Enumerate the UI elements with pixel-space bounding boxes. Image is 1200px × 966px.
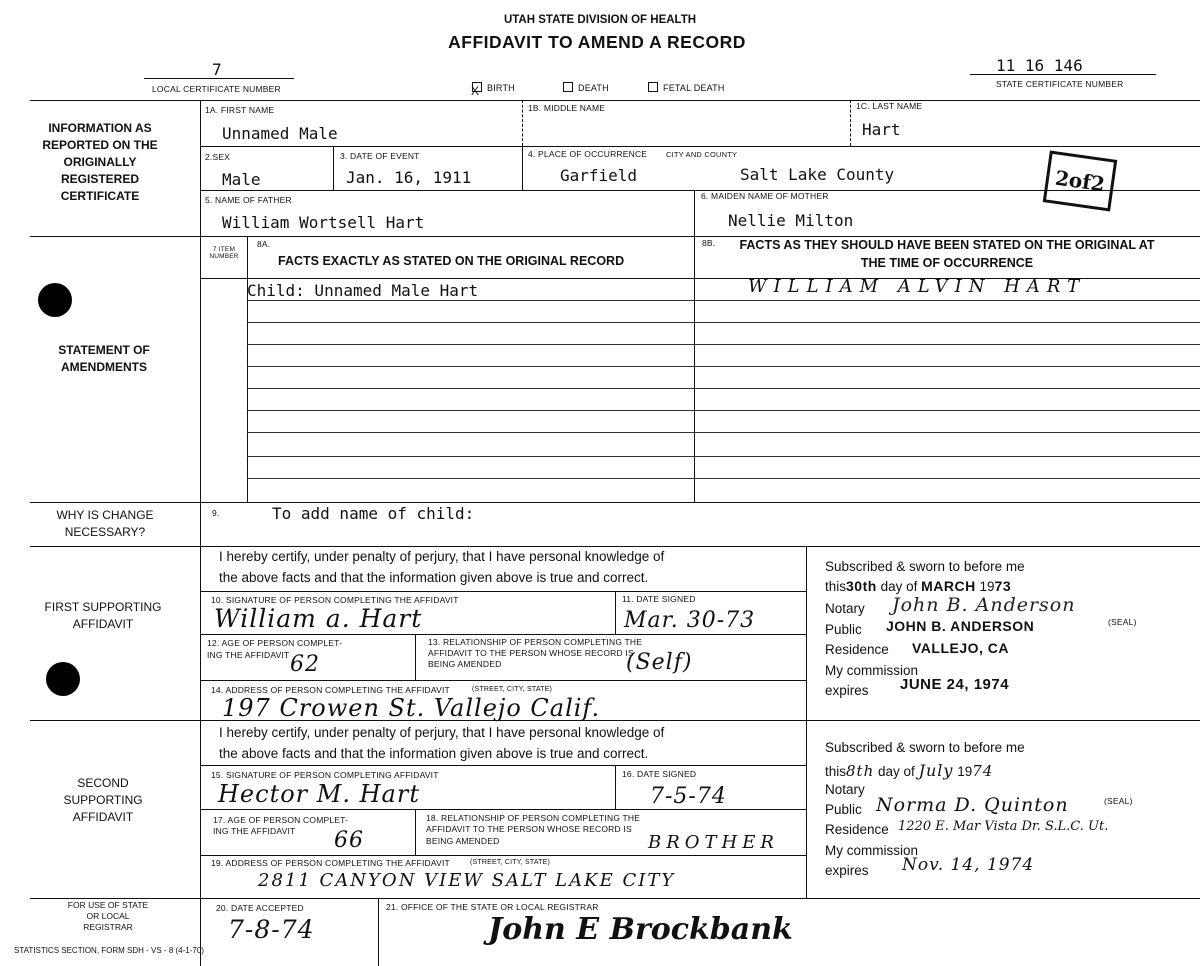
agency-name: UTAH STATE DIVISION OF HEALTH — [503, 14, 697, 26]
first-commission-label: My commission — [825, 663, 919, 678]
reason-number: 9. — [212, 508, 220, 518]
amendment-row1-original: Child: Unnamed Male Hart — [247, 281, 479, 300]
second-expires-value: Nov. 14, 1974 — [902, 855, 1035, 875]
second-age-label-2: ING THE AFFIDAVIT — [213, 826, 296, 836]
second-public-name: Norma D. Quinton — [876, 794, 1069, 816]
second-rel-label-1: 18. RELATIONSHIP OF PERSON COMPLETING THE — [426, 813, 641, 823]
second-notary-sworn: Subscribed & sworn to before me — [825, 740, 1025, 755]
second-age-value: 66 — [334, 828, 364, 853]
first-address-sub-label: (STREET, CITY, STATE) — [472, 686, 553, 693]
local-certificate-number: 7 — [212, 60, 222, 79]
second-address-sub-label: (STREET, CITY, STATE) — [470, 859, 551, 866]
first-notary-month: MARCH — [921, 578, 976, 594]
first-notary-day-of: day of — [880, 579, 918, 594]
second-expires-label: expires — [825, 863, 869, 878]
original-info-section-label: INFORMATION AS REPORTED ON THE ORIGINALLY REGISTERED CERTIFICATE — [42, 121, 158, 203]
second-notary-this: this — [825, 764, 847, 779]
second-address-value: 2811 CANYON VIEW SALT LAKE CITY — [258, 870, 676, 891]
last-name-label: 1C. LAST NAME — [856, 101, 923, 111]
first-rel-label-3: BEING AMENDED — [428, 659, 502, 669]
birth-check-mark: X — [471, 84, 480, 98]
state-certificate-label: STATE CERTIFICATE NUMBER — [996, 79, 1124, 89]
first-expires-label: expires — [825, 683, 869, 698]
col-8a-number: 8A. — [257, 239, 271, 249]
second-residence-value: 1220 E. Mar Vista Dr. S.L.C. Ut. — [898, 819, 1109, 834]
county-value: Salt Lake County — [740, 165, 895, 184]
col-8b-header: FACTS AS THEY SHOULD HAVE BEEN STATED ON THE ORIGINAL AT THE TIME OF OCCURRENCE — [739, 238, 1155, 270]
second-age-label-1: 17. AGE OF PERSON COMPLET- — [213, 815, 349, 825]
amendments-section-label: STATEMENT OF AMENDMENTS — [58, 343, 150, 374]
registrar-office-label: 21. OFFICE OF THE STATE OR LOCAL REGISTRAR — [386, 902, 599, 912]
place-of-occurrence-label: 4. PLACE OF OCCURRENCE — [528, 149, 648, 159]
first-residence-label: Residence — [825, 642, 889, 657]
checkbox-fetal-death — [648, 82, 658, 92]
first-name-value: Unnamed Male — [222, 124, 338, 143]
punch-hole-top — [38, 283, 72, 317]
page-stamp: 2of2 — [1043, 151, 1118, 212]
first-signature: William a. Hart — [214, 604, 423, 633]
col-8b-number: 8B. — [702, 238, 716, 248]
punch-hole-bottom — [46, 662, 80, 696]
city-value: Garfield — [560, 166, 638, 185]
form-footer: STATISTICS SECTION, FORM SDH - VS - 8 (4-1-70) — [14, 946, 204, 955]
first-notary-signature: John B. Anderson — [892, 594, 1076, 616]
first-notary-this: this — [825, 579, 847, 594]
record-type-fetal-death: FETAL DEATH — [648, 82, 725, 93]
first-notary-date-line — [825, 578, 1011, 594]
date-accepted-value: 7-8-74 — [228, 915, 315, 944]
second-rel-label-3: BEING AMENDED — [426, 836, 500, 846]
first-rel-label-2: AFFIDAVIT TO THE PERSON WHOSE RECORD IS — [428, 648, 634, 658]
second-signature-label: 15. SIGNATURE OF PERSON COMPLETING AFFIDAVIT — [211, 770, 439, 780]
second-relationship-value: BROTHER — [648, 832, 779, 853]
first-cert-line1: I hereby certify, under penalty of perjury, that I have personal knowledge of — [219, 549, 665, 564]
checkbox-death — [563, 82, 573, 92]
first-notary-label: Notary — [825, 601, 865, 616]
second-date-signed: 7-5-74 — [650, 784, 727, 809]
sex-label: 2.SEX — [205, 152, 231, 162]
first-cert-line2: the above facts and that the information given above is true and correct. — [219, 570, 649, 585]
first-seal-label: (SEAL) — [1108, 617, 1137, 627]
second-affidavit-section-label: SECOND SUPPORTING AFFIDAVIT — [63, 776, 143, 824]
second-notary-date-line — [825, 761, 993, 780]
reason-section-label: WHY IS CHANGE NECESSARY? — [56, 508, 154, 539]
record-type-birth: BIRTH — [472, 82, 515, 93]
city-county-label: CITY AND COUNTY — [666, 150, 738, 159]
local-certificate-label: LOCAL CERTIFICATE NUMBER — [152, 84, 281, 94]
second-notary-day: 8th — [846, 762, 875, 780]
date-accepted-label: 20. DATE ACCEPTED — [216, 903, 304, 913]
second-notary-label: Notary — [825, 782, 865, 797]
first-relationship-value: (Self) — [626, 650, 693, 675]
first-residence-value: VALLEJO, CA — [912, 640, 1010, 656]
first-age-label-2: ING THE AFFIDAVIT — [207, 650, 290, 660]
state-certificate-number: 11 16 146 — [996, 56, 1083, 75]
mother-name-label: 6. MAIDEN NAME OF MOTHER — [701, 191, 829, 201]
first-rel-label-1: 13. RELATIONSHIP OF PERSON COMPLETING THE — [428, 637, 643, 647]
first-date-label: 11. DATE SIGNED — [622, 594, 696, 604]
first-age-label-1: 12. AGE OF PERSON COMPLET- — [207, 638, 343, 648]
first-age-value: 62 — [290, 652, 320, 677]
first-notary-sworn: Subscribed & sworn to before me — [825, 559, 1025, 574]
first-name-label: 1A. FIRST NAME — [205, 105, 275, 115]
second-notary-year-prefix: 19 — [957, 764, 973, 779]
first-date-signed: Mar. 30-73 — [624, 608, 756, 633]
second-cert-line1: I hereby certify, under penalty of perjury, that I have personal knowledge of — [219, 725, 665, 740]
first-notary-day: 30th — [846, 578, 877, 594]
date-of-event-label: 3. DATE OF EVENT — [340, 151, 420, 161]
first-notary-year: 73 — [994, 578, 1012, 594]
record-type-death: DEATH — [563, 82, 609, 93]
first-notary-year-prefix: 19 — [979, 579, 995, 594]
date-of-event-value: Jan. 16, 1911 — [346, 168, 472, 187]
second-signature: Hector M. Hart — [218, 780, 420, 808]
amendment-row1-correct: WILLIAM ALVIN HART — [748, 276, 1087, 297]
first-address-label: 14. ADDRESS OF PERSON COMPLETING THE AFFIDAVIT — [211, 685, 450, 695]
father-name-label: 5. NAME OF FATHER — [205, 195, 292, 205]
first-affidavit-section-label: FIRST SUPPORTING AFFIDAVIT — [44, 600, 162, 631]
first-public-label: Public — [825, 622, 862, 637]
second-seal-label: (SEAL) — [1104, 796, 1133, 806]
second-address-label: 19. ADDRESS OF PERSON COMPLETING THE AFFIDAVIT — [211, 858, 450, 868]
mother-name-value: Nellie Milton — [728, 211, 854, 230]
second-commission-label: My commission — [825, 843, 919, 858]
item-number-label: 7 ITEM NUMBER — [209, 246, 239, 260]
second-residence-label: Residence — [825, 822, 889, 837]
second-cert-line2: the above facts and that the information given above is true and correct. — [219, 746, 649, 761]
second-notary-month: July — [918, 761, 954, 780]
first-expires-value: JUNE 24, 1974 — [900, 676, 1010, 693]
first-address-value: 197 Crowen St. Vallejo Calif. — [222, 694, 601, 722]
second-public-label: Public — [825, 802, 862, 817]
second-notary-day-of: day of — [878, 764, 915, 779]
sex-value: Male — [222, 170, 261, 189]
col-8a-header: FACTS EXACTLY AS STATED ON THE ORIGINAL RECORD — [278, 254, 625, 268]
first-signature-label: 10. SIGNATURE OF PERSON COMPLETING THE AFFIDAVIT — [211, 595, 459, 605]
second-notary-year: 74 — [972, 762, 994, 780]
second-date-label: 16. DATE SIGNED — [622, 769, 697, 779]
registrar-signature: John E Brockbank — [488, 912, 793, 947]
registrar-section-label: FOR USE OF STATE OR LOCAL REGISTRAR — [67, 900, 149, 932]
last-name-value: Hart — [862, 120, 901, 139]
middle-name-label: 1B. MIDDLE NAME — [528, 103, 606, 113]
form-title: AFFIDAVIT TO AMEND A RECORD — [448, 32, 746, 52]
father-name-value: William Wortsell Hart — [222, 213, 425, 232]
second-rel-label-2: AFFIDAVIT TO THE PERSON WHOSE RECORD IS — [426, 824, 632, 834]
first-public-name: JOHN B. ANDERSON — [886, 618, 1035, 634]
reason-text: To add name of child: — [272, 504, 475, 523]
